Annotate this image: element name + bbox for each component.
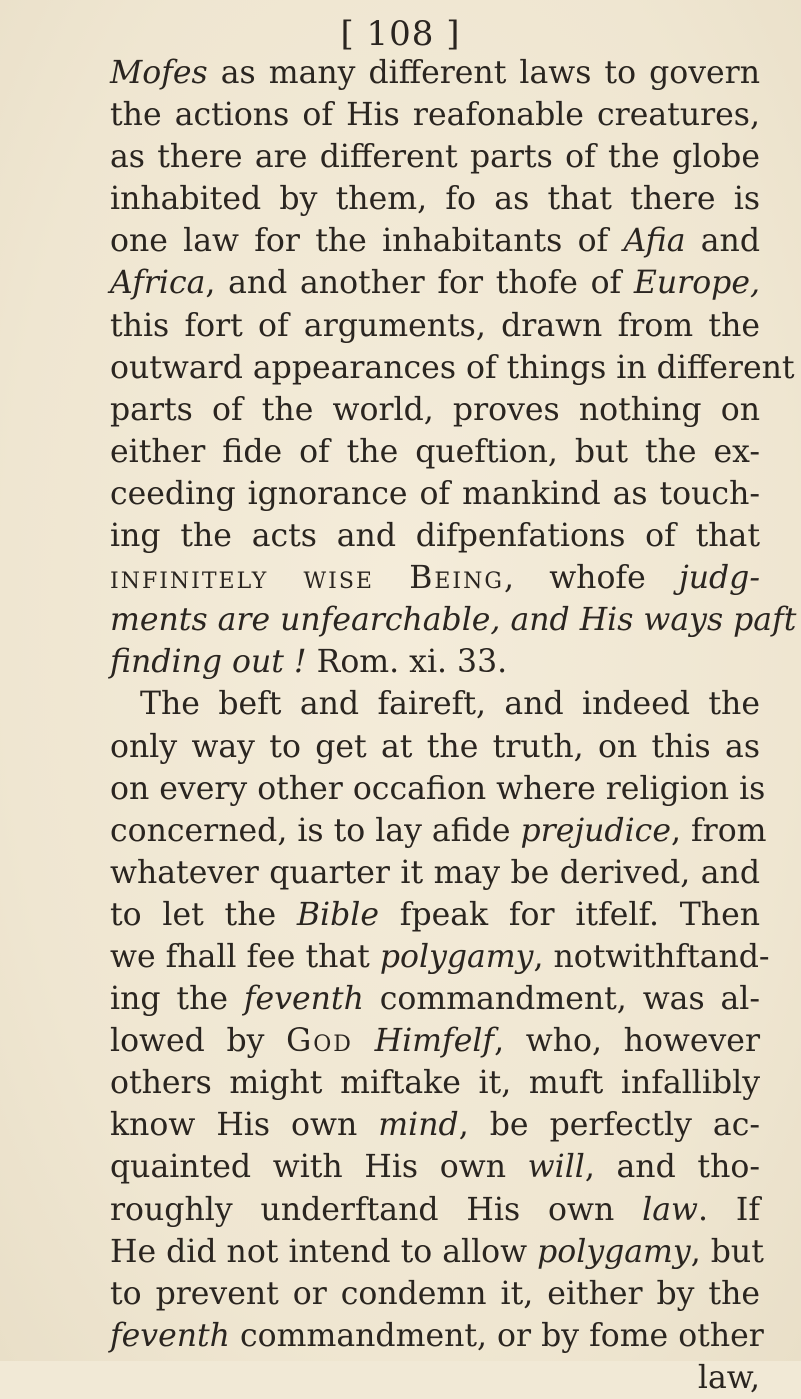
text-segment (353, 1023, 375, 1059)
text-segment: we fhall fee that (110, 938, 380, 975)
text-segment: . If (697, 1191, 760, 1228)
text-line (110, 978, 760, 1020)
text-segment: The beft and faireft, and indeed the (140, 686, 760, 723)
text-segment: concerned, is to lay afide (110, 812, 521, 849)
text-line (110, 305, 760, 347)
text-segment: ing the (110, 981, 244, 1018)
text-segment: , who, however (494, 1023, 761, 1060)
text-segment: , from (670, 812, 767, 849)
text-line (110, 1020, 760, 1062)
text-segment: lowed by (110, 1023, 287, 1060)
italic-text: polygamy (537, 1233, 691, 1270)
text-segment: know His own (110, 1107, 379, 1144)
italic-text: Africa (110, 265, 206, 302)
text-line (110, 178, 760, 220)
text-line (110, 810, 767, 852)
small-caps-text: infinitely wise Being, (110, 560, 516, 597)
text-segment: quainted with His own (110, 1149, 528, 1186)
text-line (110, 262, 760, 304)
text-segment: , and tho- (584, 1149, 760, 1186)
text-segment: only way to get at the truth, on this as (110, 728, 760, 765)
text-line (110, 52, 760, 94)
text-segment: , but (690, 1233, 764, 1270)
small-caps-text: God (286, 1023, 353, 1060)
italic-text: prejudice (520, 812, 671, 849)
text-segment: Rom. xi. 33. (306, 644, 508, 681)
italic-text: feventh (110, 1317, 230, 1354)
text-line (110, 94, 760, 136)
italic-text: mind (378, 1107, 459, 1144)
italic-text: Mofes (110, 55, 208, 91)
text-segment: on every other occafion where religion is (110, 770, 766, 807)
text-segment: to prevent or condemn it, either by the (110, 1275, 760, 1312)
text-segment: , be perfectly ac- (458, 1107, 760, 1144)
text-line (110, 1315, 764, 1357)
text-line (110, 557, 760, 599)
page-body (110, 52, 797, 1399)
text-segment: , and another for thofe of (205, 265, 634, 302)
text-segment: inhabited by them, fo as that there is (110, 181, 760, 218)
text-line (110, 136, 760, 178)
text-segment: as there are different parts of the globe (110, 139, 760, 176)
italic-text: Afia (623, 223, 686, 260)
text-line (110, 852, 760, 894)
text-segment: commandment, or by fome other (229, 1317, 764, 1354)
italic-text: ments are unfearchable, and His ways paft (110, 602, 797, 639)
italic-text: feventh (243, 981, 364, 1018)
text-line (110, 1231, 764, 1273)
text-segment: to let the (110, 896, 297, 933)
text-segment: one law for the inhabitants of (110, 223, 624, 260)
italic-text: judg- (678, 560, 760, 597)
text-line (110, 1189, 760, 1231)
text-segment: parts of the world, proves nothing on (110, 391, 760, 428)
text-line (110, 683, 760, 725)
text-line (110, 1273, 760, 1315)
text-line (110, 220, 760, 262)
text-line (110, 431, 760, 473)
italic-text: Europe, (633, 265, 760, 302)
italic-text: polygamy (379, 938, 534, 975)
text-segment: and (685, 223, 760, 260)
text-line (110, 473, 760, 515)
text-segment: law, (697, 1359, 760, 1396)
text-segment: ceeding ignorance of mankind as touch- (110, 475, 760, 512)
text-segment: this fort of arguments, drawn from the (110, 307, 760, 344)
text-line (110, 726, 760, 768)
text-line (110, 515, 760, 557)
text-segment: the actions of His reafonable creatures, (110, 97, 760, 134)
text-line (110, 389, 760, 431)
text-segment: fpeak for itfelf. Then (379, 896, 760, 933)
text-segment: whatever quarter it may be derived, and (110, 854, 760, 891)
text-line (110, 1104, 760, 1146)
text-segment: He did not intend to allow (110, 1233, 538, 1270)
italic-text: law (642, 1191, 698, 1228)
text-line (110, 641, 760, 683)
text-segment: ing the acts and difpenfations of that (110, 518, 760, 555)
italic-text: Himfelf (374, 1023, 495, 1060)
text-line (110, 936, 770, 978)
italic-text: Bible (296, 896, 380, 933)
italic-text: finding out ! (110, 644, 307, 681)
text-segment: roughly underftand His own (110, 1191, 643, 1228)
text-line (110, 768, 766, 810)
text-segment: , notwithftand- (533, 938, 770, 975)
text-line (110, 599, 797, 641)
text-segment: whofe (515, 560, 679, 597)
text-segment: commandment, was al- (363, 981, 760, 1018)
page-number: [ 108 ] (340, 14, 461, 54)
text-line (110, 1357, 760, 1399)
text-segment: others might miftake it, muft infallibly (110, 1065, 760, 1102)
text-segment: outward appearances of things in different (110, 349, 795, 386)
italic-text: will (527, 1149, 585, 1186)
text-segment: as many different laws to govern (207, 55, 760, 91)
text-line (110, 894, 760, 936)
text-line (110, 1062, 760, 1104)
text-line (110, 1146, 760, 1188)
text-segment: either fide of the queftion, but the ex- (110, 433, 760, 470)
text-line (110, 347, 795, 389)
